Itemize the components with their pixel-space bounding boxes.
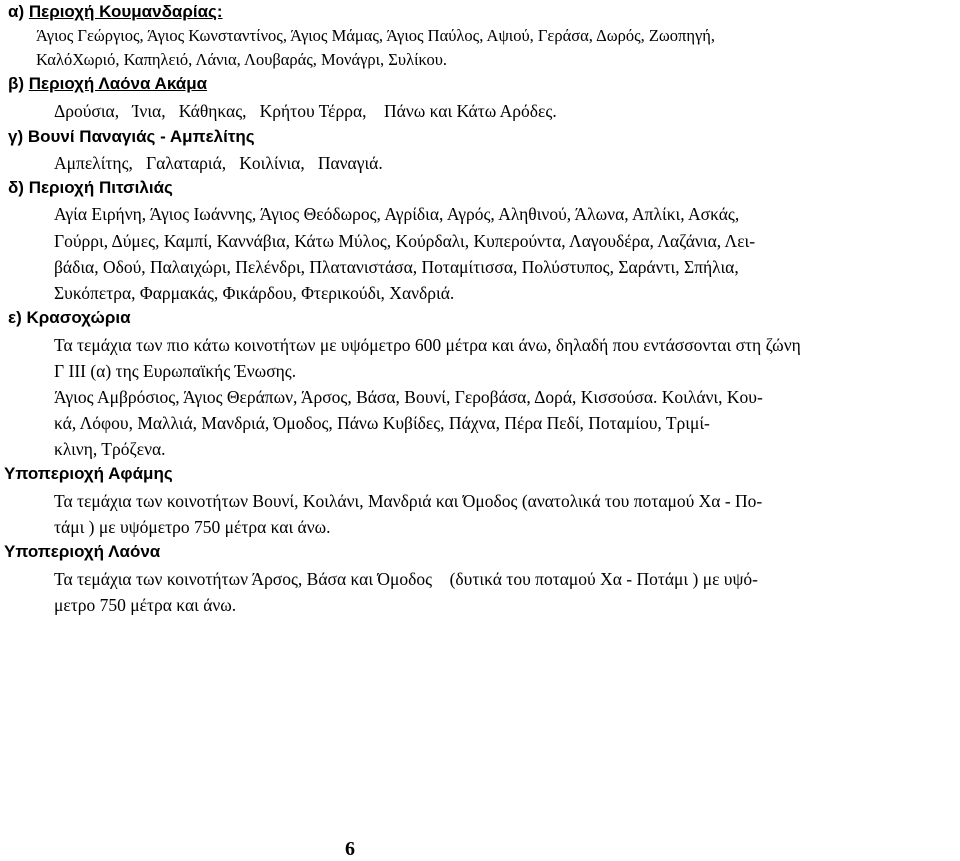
section-b-prefix: β) xyxy=(8,74,29,93)
page-number: 6 xyxy=(345,838,355,860)
section-e-line-1: Τα τεμάχια των πιο κάτω κοινοτήτων με υψόμετρο 600 μέτρα και άνω, δηλαδή που εντάσσονται στη ζώνη xyxy=(54,335,801,355)
section-d-line-1: Αγία Ειρήνη, Άγιος Ιωάννης, Άγιος Θεόδωρος, Αγρίδια, Αγρός, Αληθινού, Άλωνα, Απλίκι, Ασκάς, xyxy=(54,204,740,224)
section-d-heading: δ) Περιοχή Πιτσιλιάς xyxy=(8,178,173,197)
section-e-line-4: κά, Λόφου, Μαλλιά, Μανδριά, Όμοδος, Πάνω Κυβίδες, Πάχνα, Πέρα Πεδί, Ποταμίου, Τριμί- xyxy=(54,413,710,433)
section-a-line-2: ΚαλόΧωριό, Καπηλειό, Λάνια, Λουβαράς, Μονάγρι, Συλίκου. xyxy=(36,50,448,69)
subregion-laona-heading: Υποπεριοχή Λαόνα xyxy=(4,542,161,561)
section-a-heading xyxy=(8,0,223,24)
section-d-line-4: Συκόπετρα, Φαρμακάς, Φικάρδου, Φτερικούδι, Χανδριά. xyxy=(54,283,455,303)
subregion-afames-line-1: Τα τεμάχια των κοινοτήτων Βουνί, Κοιλάνι, Μανδριά και Όμοδος (ανατολικά του ποταμού Χα - Πο- xyxy=(54,491,763,511)
section-b-line-1: Δρούσια, Ίνια, Κάθηκας, Κρήτου Τέρρα, Πάνω και Κάτω Αρόδες. xyxy=(54,101,557,121)
subregion-afames-line-2: τάμι ) με υψόμετρο 750 μέτρα και άνω. xyxy=(54,517,331,537)
section-c-heading: γ) Βουνί Παναγιάς - Αμπελίτης xyxy=(8,127,255,146)
section-a-title: Περιοχή Κουμανδαρίας: xyxy=(28,2,223,21)
subregion-afames-heading: Υποπεριοχή Αφάμης xyxy=(4,464,173,483)
section-e-line-5: κλινη, Τρόζενα. xyxy=(54,439,166,459)
section-c-line-1: Αμπελίτης, Γαλαταριά, Κοιλίνια, Παναγιά. xyxy=(54,153,383,173)
section-a-prefix: α) xyxy=(8,2,29,21)
section-e-line-2: Γ ΙΙΙ (α) της Ευρωπαϊκής Ένωσης. xyxy=(54,361,297,381)
section-d-line-2: Γούρρι, Δύμες, Καμπί, Καννάβια, Κάτω Μύλος, Κούρδαλι, Κυπερούντα, Λαγουδέρα, Λαζάνια, Λει- xyxy=(54,231,756,251)
section-d-line-3: βάδια, Οδού, Παλαιχώρι, Πελένδρι, Πλατανιστάσα, Ποταμίτισσα, Πολύστυπος, Σαράντι, Σπήλια, xyxy=(54,257,739,277)
subregion-laona-line-2: μετρο 750 μέτρα και άνω. xyxy=(54,595,237,615)
section-b-heading xyxy=(8,72,207,96)
section-a-line-1: Άγιος Γεώργιος, Άγιος Κωνσταντίνος, Άγιος Μάμας, Άγιος Παύλος, Αψιού, Γεράσα, Δωρός, Ζωοπηγή, xyxy=(36,26,716,45)
section-b-title: Περιοχή Λαόνα Ακάμα xyxy=(28,74,208,93)
section-e-heading: ε) Κρασοχώρια xyxy=(8,308,131,327)
section-e-line-3: Άγιος Αμβρόσιος, Άγιος Θεράπων, Άρσος, Βάσα, Βουνί, Γεροβάσα, Δορά, Κισσούσα. Κοιλάνι, Κου- xyxy=(54,387,763,407)
subregion-laona-line-1: Τα τεμάχια των κοινοτήτων Άρσος, Βάσα και Όμοδος (δυτικά του ποταμού Χα - Ποτάμι ) με υψό- xyxy=(54,569,759,589)
